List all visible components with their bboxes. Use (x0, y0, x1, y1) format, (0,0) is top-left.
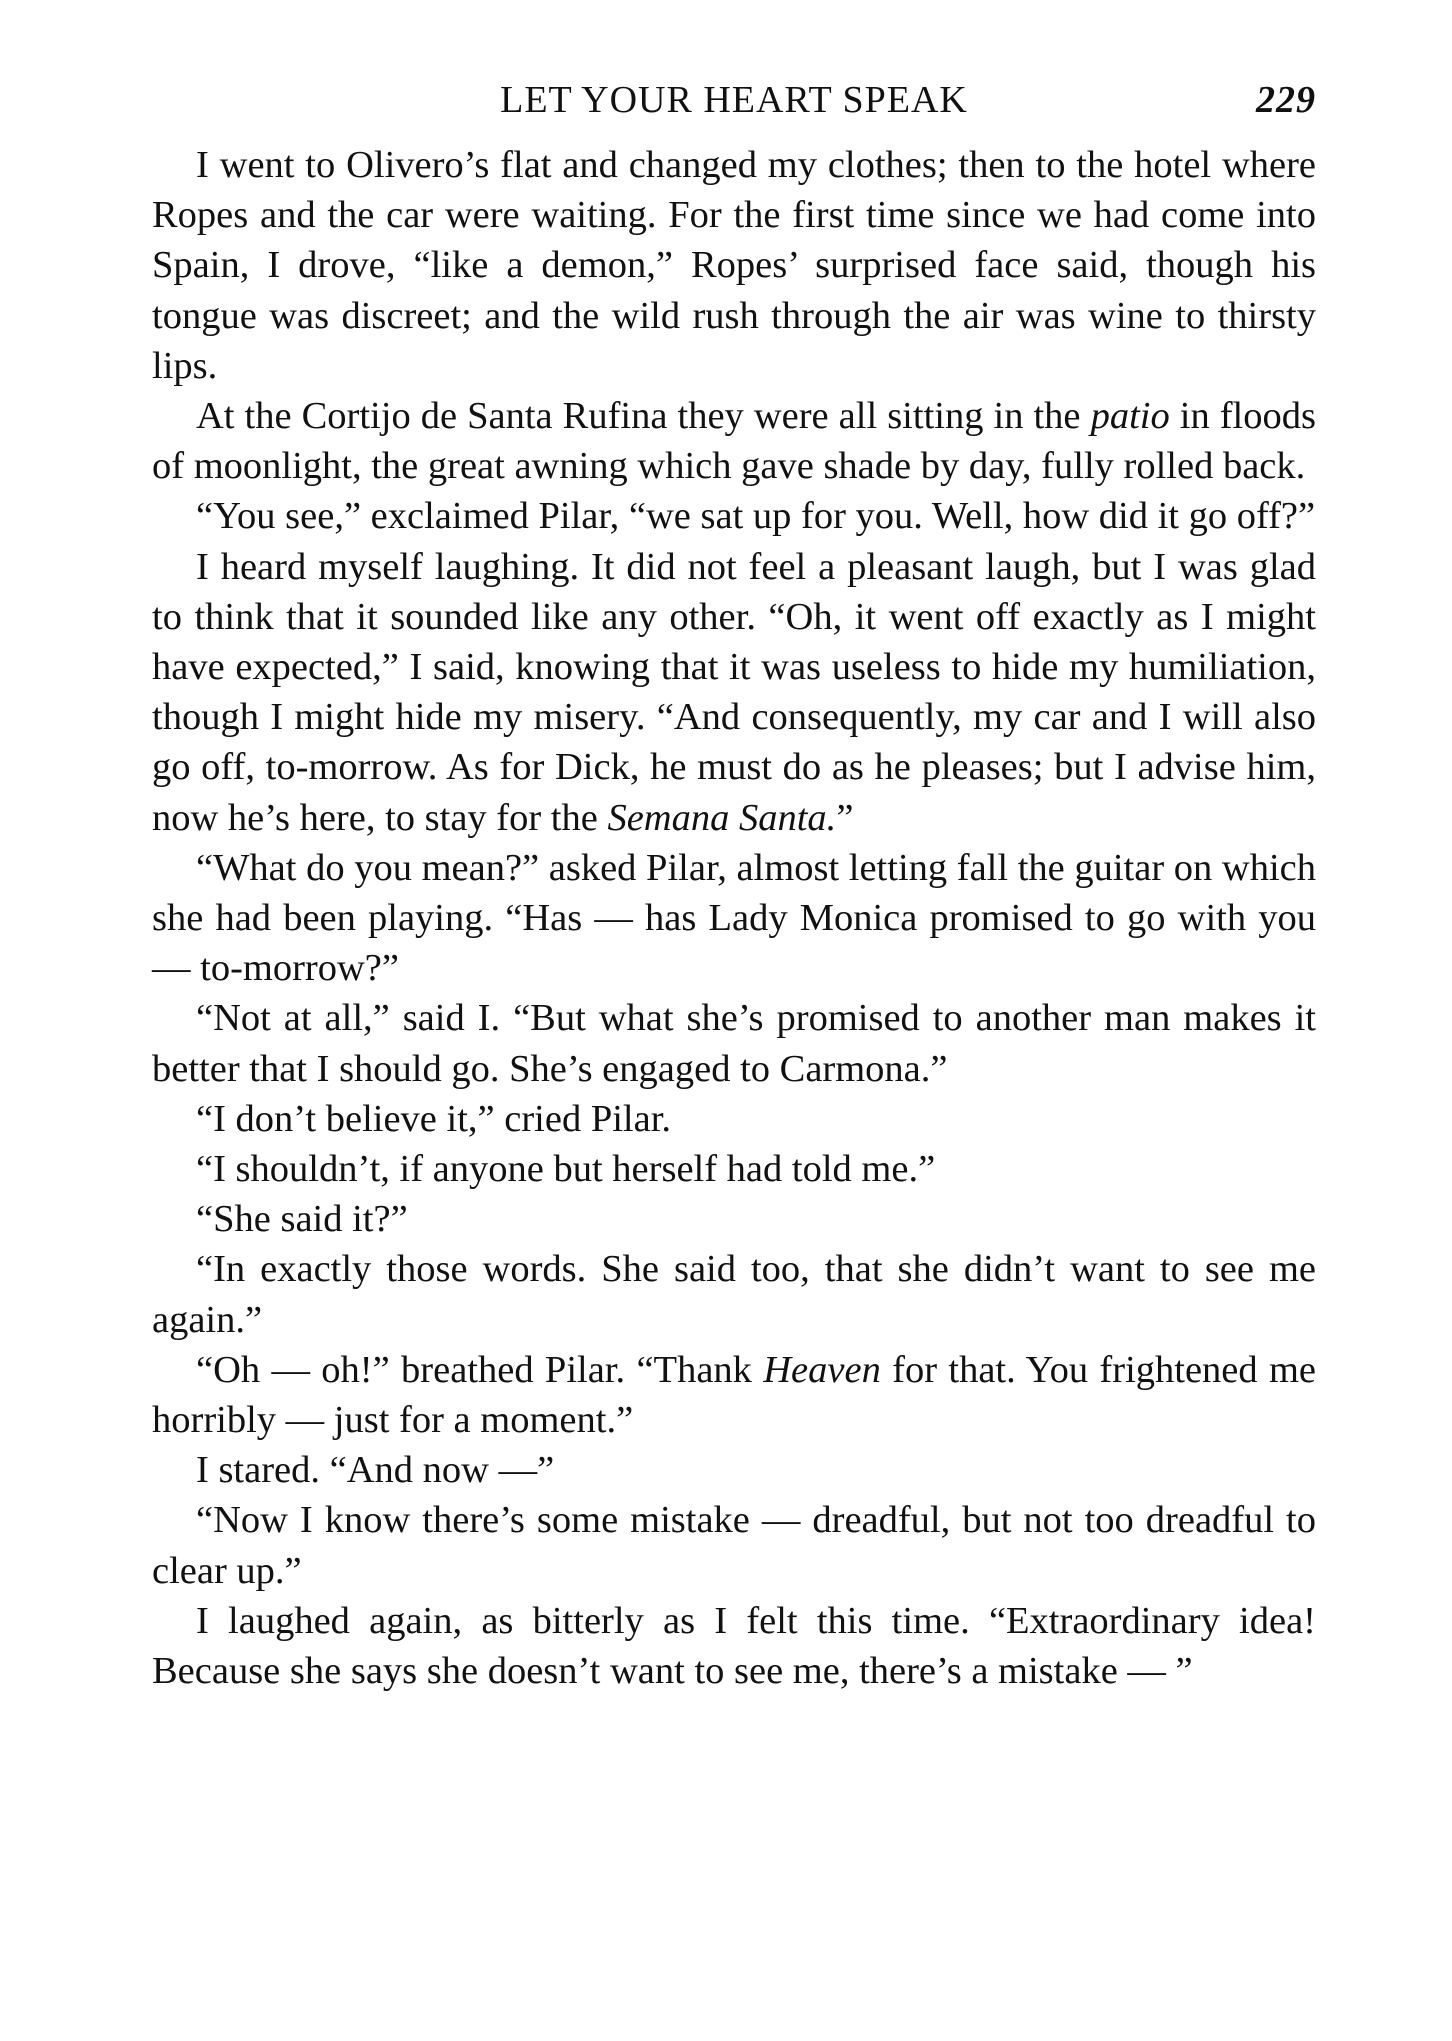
paragraph (152, 1445, 1316, 1495)
paragraph (152, 391, 1316, 491)
running-header (152, 78, 1316, 140)
text-segment: “Not at all,” said I. “But what she’s promised to another man makes it better that I should go. She’s engaged to Carmona.” (152, 997, 1316, 1090)
text-segment: “Oh — oh!” breathed Pilar. “Thank (196, 1348, 764, 1391)
body-text (152, 140, 1316, 1696)
paragraph (152, 993, 1316, 1093)
text-segment: I laughed again, as bitterly as I felt this time. “Extraordinary idea! Because she says she doesn’t want to see me, there’s a mistake — ” (152, 1599, 1316, 1693)
italic-text: patio (1090, 395, 1170, 438)
text-segment: “I don’t believe it,” cried Pilar. (196, 1097, 672, 1140)
book-page (152, 78, 1316, 1696)
paragraph (152, 843, 1316, 994)
text-segment: “She said it?” (196, 1198, 408, 1241)
text-segment: “In exactly those words. She said too, that she didn’t want to see me again.” (152, 1248, 1316, 1341)
text-segment: ” (836, 796, 854, 839)
text-segment: “What do you mean?” asked Pilar, almost letting fall the guitar on which she had been playing. “Has — has Lady Monica promised to go with you — to-morrow?” (152, 846, 1316, 990)
text-segment: I went to Olivero’s flat and changed my clothes; then to the hotel where Ropes and the car were waiting. For the first time since we had come into Spain, I drove, “like a demon,” Ropes’ surprised face said, though his tongue was discreet; and the wild rush through the air was wine to thirsty lips. (152, 144, 1316, 387)
paragraph (152, 1596, 1316, 1696)
paragraph (152, 542, 1316, 843)
paragraph (152, 491, 1316, 541)
page-number: 229 (1256, 79, 1316, 121)
text-segment: At the Cortijo de Santa Rufina they were all sitting in the (196, 395, 1091, 438)
text-segment: for that. You frightened me horribly — just for a moment.” (152, 1348, 1317, 1442)
paragraph (152, 1144, 1316, 1194)
running-title: LET YOUR HEART SPEAK (500, 79, 968, 121)
paragraph (152, 140, 1316, 391)
text-segment: I stared. “And now —” (196, 1449, 555, 1492)
text-segment: in floods of moonlight, the great awning which gave shade by day, fully rolled back. (152, 395, 1316, 488)
paragraph (152, 1194, 1316, 1244)
text-segment: “Now I know there’s some mistake — dreadful, but not too dreadful to clear up.” (152, 1499, 1316, 1592)
paragraph (152, 1094, 1316, 1144)
paragraph (152, 1244, 1316, 1344)
italic-text: Semana Santa. (607, 796, 837, 839)
italic-text: Heaven (763, 1348, 881, 1391)
text-segment: “I shouldn’t, if anyone but herself had told me.” (196, 1148, 936, 1191)
text-segment: “You see,” exclaimed Pilar, “we sat up for you. Well, how did it go off?” (196, 495, 1316, 538)
paragraph (152, 1345, 1316, 1445)
paragraph (152, 1495, 1316, 1595)
text-segment: I heard myself laughing. It did not feel a pleasant laugh, but I was glad to think that it sounded like any other. “Oh, it went off exactly as I might have expected,” I said, knowing that it was useless to hide my humiliation, though I might hide my misery. “And consequently, my car and I will also go off, to-morrow. As for Dick, he must do as he pleases; but I advise him, now he’s here, to stay for the (152, 545, 1316, 839)
